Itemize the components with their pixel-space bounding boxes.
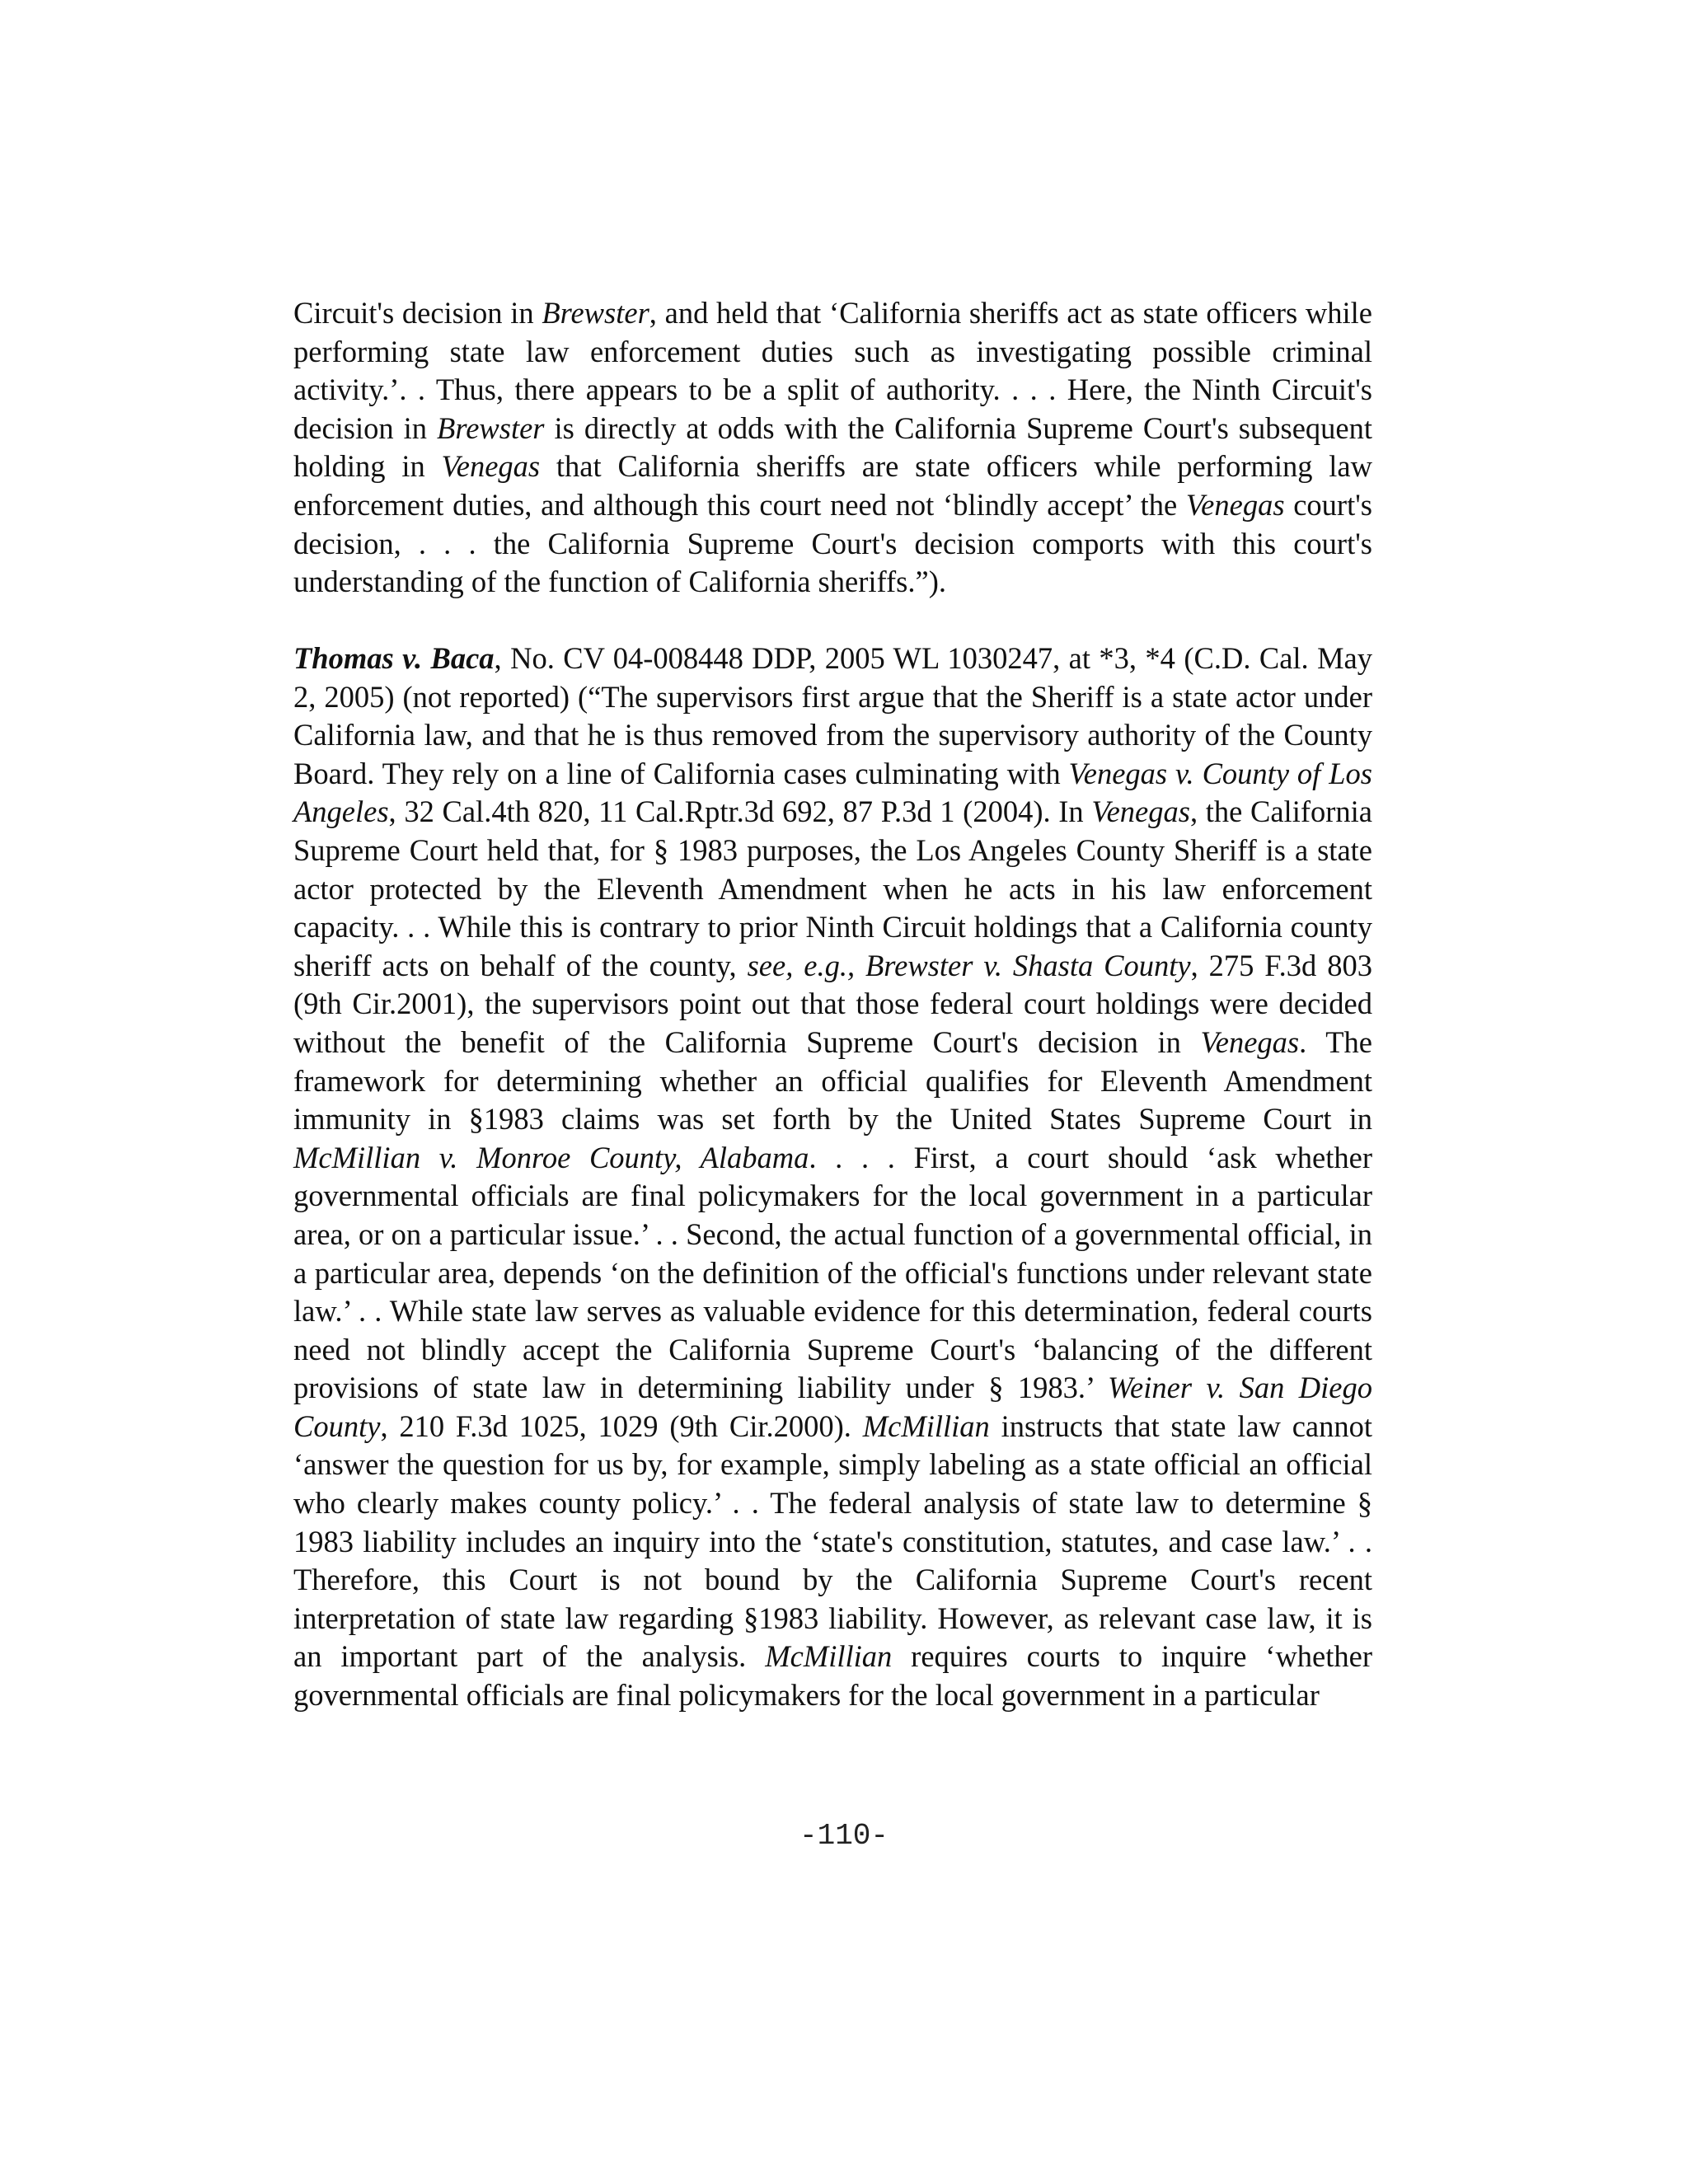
case-name-text: Brewster [542,296,649,330]
text-run: , 210 F.3d 1025, 1029 (9th Cir.2000). [380,1408,863,1443]
text-run: court's decision, . . . the California Supreme Court's decision comports with this court's understanding of the function of California sheriffs.”). [293,487,1373,599]
case-name-text: Brewster [437,410,545,445]
case-citation-thomas-v-baca [293,640,1372,1715]
text-run: that California sheriffs are state officers while performing law enforcement duties, and although this court need not ‘blindly accept’ the [293,449,1372,522]
text-run: Circuit's decision in [293,296,542,330]
case-name-text: McMillian [862,1408,990,1443]
body-paragraph-continued [293,294,1372,602]
text-run: , No. CV 04-008448 DDP, 2005 WL 1030247, at *3, *4 (C.D. Cal. May 2, 2005) (not reported) (“The supervisors first argue that the Sheriff is a state actor under California law, and that he is thus removed from the supervisory authority of the County Board. They rely on a line of California cases culminating with [293,641,1372,790]
case-name-text: Venegas [1200,1024,1300,1059]
page-number: -110- [799,1819,889,1853]
text-run: , 32 Cal.4th 820, 11 Cal.Rptr.3d 692, 87 P.3d 1 (2004). In [388,794,1092,829]
text-run: instructs that state law cannot ‘answer the question for us by, for example, simply labeling as a state official an official who clearly makes county policy.’ . . The federal analysis of state law to determine § 1983 liability includes an inquiry into the ‘state's constitution, statutes, and case law.’ . . Therefore, this Court is not bound by the California Supreme Court's recent interpretation of state law regarding §1983 liability. However, as relevant case law, it is an important part of the analysis. [293,1408,1372,1674]
case-name-text: Thomas v. Baca [293,641,495,675]
text-run: requires courts to inquire ‘whether governmental officials are final policymakers for the local government in a particular [293,1639,1373,1713]
text-run: , and held that ‘California sheriffs act as state officers while performing state law enforcement duties such as investigating possible criminal activity.’. . Thus, there appears to be a split of authority. . . . Here, the Ninth Circuit's decision in [293,296,1372,445]
case-name-text: Venegas [1091,794,1190,829]
text-run: . . . . First, a court should ‘ask whether governmental officials are final policymakers for the local government in a particular area, or on a particular issue.’ . . Second, the actual function of a governmental official, in a particular area, depends ‘on the definition of the official's functions under relevant state law.’ . . While state law serves as valuable evidence for this determination, federal courts need not blindly accept the California Supreme Court's ‘balancing of the different provisions of state law in determining liability under § 1983.’ [293,1140,1372,1405]
case-name-text: see, e.g., Brewster v. Shasta County [747,948,1191,982]
text-run: , the California Supreme Court held that, for § 1983 purposes, the Los Angeles County Sheriff is a state actor protected by the Eleventh Amendment when he acts in his law enforcement capacity. . . While this is contrary to prior Ninth Circuit holdings that a California county sheriff acts on behalf of the county, [293,794,1372,982]
case-name-text: McMillian [765,1639,893,1674]
text-run: , 275 F.3d 803 (9th Cir.2001), the supervisors point out that those federal court holdings were decided without the benefit of the California Supreme Court's decision in [293,948,1372,1059]
case-name-text: Venegas [1185,487,1285,522]
case-name-text: Venegas [441,449,541,484]
text-run: . The framework for determining whether an official qualifies for Eleventh Amendment immunity in §1983 claims was set forth by the United States Supreme Court in [293,1024,1372,1137]
text-run: is directly at odds with the California Supreme Court's subsequent holding in [293,410,1372,484]
case-name-text: Weiner v. San Diego County [293,1371,1372,1443]
case-name-text: Venegas v. County of Los Angeles [293,756,1372,829]
case-name-text: McMillian v. Monroe County, Alabama [293,1140,809,1174]
